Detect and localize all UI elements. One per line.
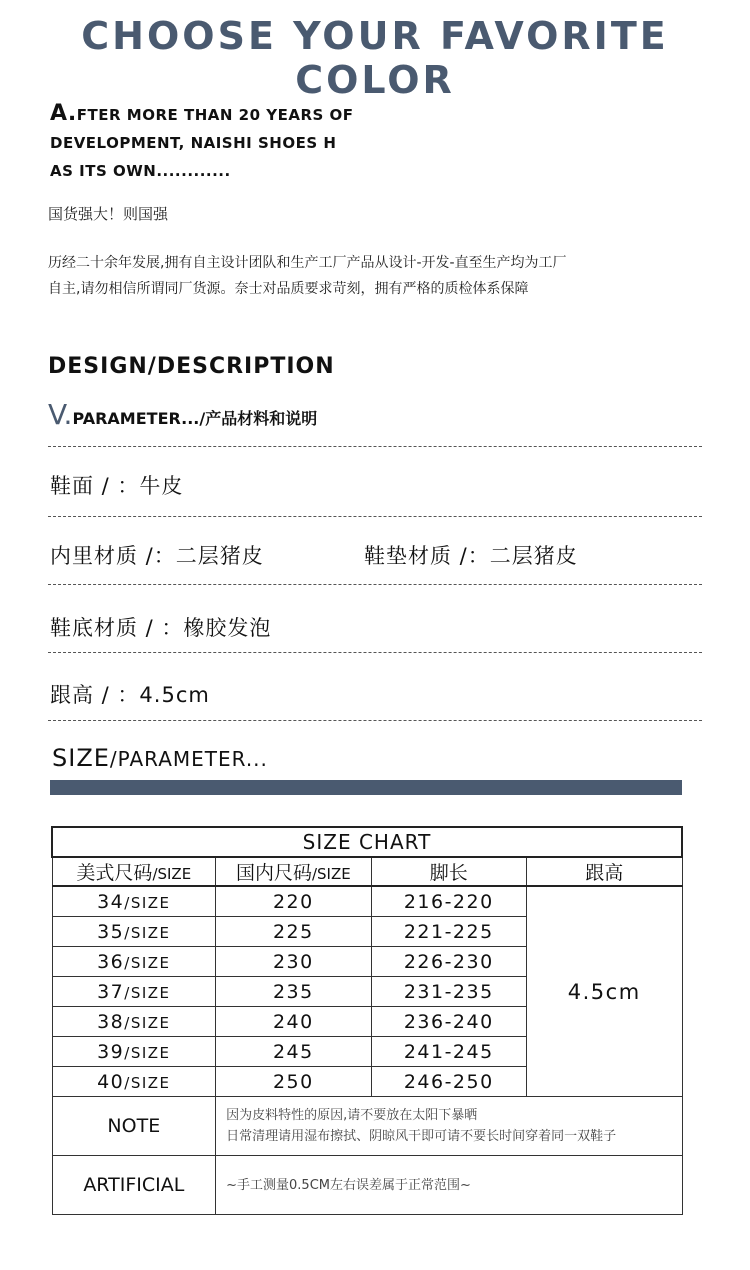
accent-bar bbox=[50, 780, 682, 795]
artificial-text: ~手工测量0.5CM左右误差属于正常范围~ bbox=[216, 1156, 682, 1215]
foot-length-cell: 216-220 bbox=[371, 886, 526, 917]
brand-paragraph bbox=[48, 250, 688, 302]
us-size-cell: 35/SIZE bbox=[52, 917, 216, 947]
divider bbox=[48, 446, 702, 447]
cn-size-cell: 245 bbox=[216, 1037, 371, 1067]
param-insole: 鞋垫材质 /：二层猪皮 bbox=[364, 544, 578, 568]
cn-size-cell: 220 bbox=[216, 886, 371, 917]
foot-length-cell: 246-250 bbox=[371, 1067, 526, 1097]
design-heading: DESIGN/DESCRIPTION bbox=[48, 354, 335, 379]
header-heel-height: 跟高 bbox=[526, 857, 682, 886]
paragraph-line-2: 自主,请勿相信所谓同厂货源。奈士对品质要求苛刻，拥有严格的质检体系保障 bbox=[48, 281, 529, 297]
header-us-size: 美式尺码/SIZE bbox=[52, 857, 216, 886]
us-size-cell: 34/SIZE bbox=[52, 886, 216, 917]
cn-size-cell: 230 bbox=[216, 947, 371, 977]
page-title: CHOOSE YOUR FAVORITE COLOR bbox=[81, 14, 669, 102]
us-size-cell: 39/SIZE bbox=[52, 1037, 216, 1067]
paragraph-line-1: 历经二十余年发展,拥有自主设计团队和生产工厂产品从设计-开发-直至生产均为工厂 bbox=[48, 255, 567, 271]
size-chart-caption: SIZE CHART bbox=[52, 827, 682, 857]
cn-size-cell: 250 bbox=[216, 1067, 371, 1097]
intro-line-1: FTER MORE THAN 20 YEARS OF bbox=[76, 106, 354, 124]
note-line-1: 因为皮料特性的原因,请不要放在太阳下暴晒 bbox=[226, 1108, 478, 1123]
us-size-cell: 40/SIZE bbox=[52, 1067, 216, 1097]
size-heading-rest: /PARAMETER... bbox=[109, 747, 268, 771]
divider bbox=[48, 720, 702, 721]
parameter-subheading bbox=[48, 398, 317, 431]
note-row bbox=[52, 1097, 682, 1156]
us-size-cell: 37/SIZE bbox=[52, 977, 216, 1007]
parameter-subheading-text: PARAMETER.../产品材料和说明 bbox=[72, 409, 318, 428]
param-outsole: 鞋底材质 / ：橡胶发泡 bbox=[50, 616, 272, 640]
divider bbox=[48, 652, 702, 653]
intro-text bbox=[50, 100, 430, 185]
foot-length-cell: 236-240 bbox=[371, 1007, 526, 1037]
table-row bbox=[52, 886, 682, 917]
cn-size-cell: 235 bbox=[216, 977, 371, 1007]
note-label: NOTE bbox=[52, 1097, 216, 1156]
intro-line-3: AS ITS OWN............ bbox=[50, 162, 231, 180]
artificial-label: ARTIFICIAL bbox=[52, 1156, 216, 1215]
header-cn-size: 国内尺码/SIZE bbox=[216, 857, 371, 886]
foot-length-cell: 226-230 bbox=[371, 947, 526, 977]
intro-line-2: DEVELOPMENT, NAISHI SHOES H bbox=[50, 134, 337, 152]
intro-lead-letter: A. bbox=[50, 101, 77, 126]
foot-length-cell: 241-245 bbox=[371, 1037, 526, 1067]
cn-size-cell: 240 bbox=[216, 1007, 371, 1037]
param-heel: 跟高 / ：4.5cm bbox=[50, 683, 210, 707]
us-size-cell: 36/SIZE bbox=[52, 947, 216, 977]
foot-length-cell: 231-235 bbox=[371, 977, 526, 1007]
divider bbox=[48, 584, 702, 585]
us-size-cell: 38/SIZE bbox=[52, 1007, 216, 1037]
size-chart bbox=[51, 826, 683, 1215]
cn-size-cell: 225 bbox=[216, 917, 371, 947]
v-letter: V. bbox=[48, 398, 73, 431]
slogan: 国货强大！则国强 bbox=[48, 205, 169, 223]
param-upper: 鞋面 / ：牛皮 bbox=[50, 474, 184, 498]
note-line-2: 日常清理请用湿布擦拭、阴晾风干即可请不要长时间穿着同一双鞋子 bbox=[226, 1129, 617, 1144]
param-lining: 内里材质 /：二层猪皮 bbox=[50, 544, 264, 568]
note-text bbox=[216, 1097, 682, 1156]
divider bbox=[48, 516, 702, 517]
size-heading-big: SIZE bbox=[52, 744, 110, 772]
size-heading bbox=[52, 744, 268, 772]
foot-length-cell: 221-225 bbox=[371, 917, 526, 947]
artificial-row bbox=[52, 1156, 682, 1215]
heel-height-cell: 4.5cm bbox=[526, 886, 682, 1097]
header-foot-length: 脚长 bbox=[371, 857, 526, 886]
